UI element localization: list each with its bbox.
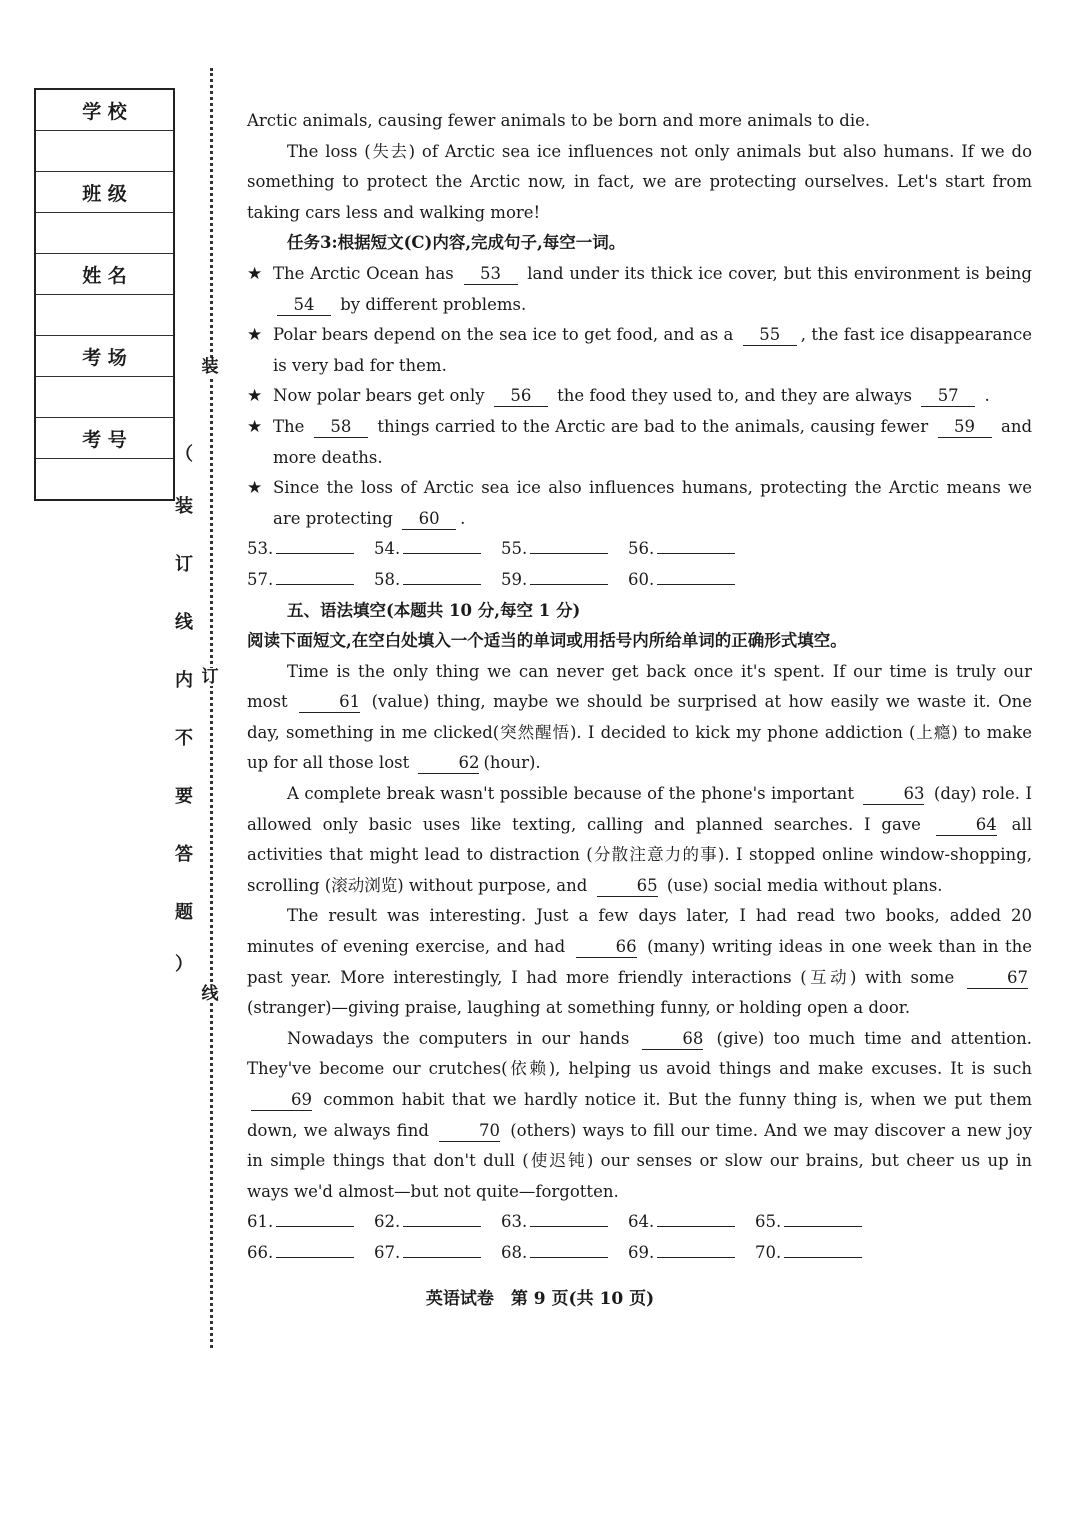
info-label-class: 班 级: [36, 172, 173, 213]
blank-63[interactable]: 63: [863, 784, 924, 805]
sentence-text: , the fast ice disappearance is very bad for them.: [273, 325, 1032, 375]
info-label-number: 考 号: [36, 418, 173, 459]
answer-row-53-56: [247, 534, 1032, 565]
answer-number: 63.: [501, 1212, 528, 1232]
sentence-text: Since the loss of Arctic sea ice also influences humans, protecting the Arctic means we are protecting: [273, 478, 1032, 528]
answer-cell: [374, 565, 501, 596]
answer-line[interactable]: [403, 535, 481, 554]
side-note-char: 订: [175, 554, 193, 575]
answer-cell: [247, 565, 374, 596]
answer-number: 58.: [374, 569, 401, 589]
binding-label-ding: 订: [201, 667, 219, 687]
blank-66[interactable]: 66: [576, 937, 637, 958]
answer-line[interactable]: [530, 1208, 608, 1227]
answer-cell: [628, 1207, 755, 1238]
paragraph-text: (many) writing ideas in one week than in the past year. More interestingly, I had more friendly interactions (互动) with some: [247, 937, 1033, 987]
sentence-text: land under its thick ice cover, but this environment is being: [527, 263, 1032, 283]
answer-number: 64.: [628, 1212, 655, 1232]
answer-cell: [247, 534, 374, 565]
answer-line[interactable]: [657, 1208, 735, 1227]
answer-number: 68.: [501, 1242, 528, 1262]
sentence-text: .: [984, 386, 990, 406]
paragraph-text: (use) social media without plans.: [666, 875, 943, 895]
answer-line[interactable]: [784, 1239, 862, 1258]
info-field-school[interactable]: [36, 131, 173, 172]
answer-number: 60.: [628, 569, 655, 589]
answer-line[interactable]: [403, 1208, 481, 1227]
answer-cell: [501, 1238, 628, 1269]
info-label-room: 考 场: [36, 336, 173, 377]
blank-64[interactable]: 64: [936, 815, 997, 836]
section5-heading: 五、语法填空(本题共 10 分,每空 1 分): [287, 600, 581, 620]
task3-item-4: [247, 412, 1032, 473]
side-note-char: 题: [175, 902, 193, 923]
sentence-text: things carried to the Arctic are bad to the animals, causing fewer: [377, 416, 929, 436]
side-note-char: 答: [175, 844, 193, 865]
blank-69[interactable]: 69: [251, 1090, 312, 1111]
answer-line[interactable]: [403, 566, 481, 585]
answer-cell: [501, 565, 628, 596]
task3-item-2: [247, 320, 1032, 381]
answer-cell: [628, 534, 755, 565]
answer-number: 67.: [374, 1242, 401, 1262]
answer-number: 61.: [247, 1212, 274, 1232]
blank-58[interactable]: 58: [314, 417, 368, 438]
answer-line[interactable]: [276, 566, 354, 585]
paragraph-text: (day) role. I allowed only basic uses like texting, calling and planned searches. I gave: [247, 784, 1032, 834]
side-note-char: 要: [175, 786, 193, 807]
grammar-paragraph-2: [247, 779, 1032, 901]
blank-65[interactable]: 65: [597, 876, 658, 897]
answer-line[interactable]: [530, 1239, 608, 1258]
blank-57[interactable]: 57: [921, 386, 975, 407]
answer-cell: [374, 1238, 501, 1269]
info-field-number[interactable]: [36, 459, 173, 499]
answer-cell: [628, 1238, 755, 1269]
info-field-class[interactable]: [36, 213, 173, 254]
answer-line[interactable]: [276, 1208, 354, 1227]
answer-line[interactable]: [784, 1208, 862, 1227]
answer-line[interactable]: [276, 535, 354, 554]
answer-cell: [374, 534, 501, 565]
answer-number: 65.: [755, 1212, 782, 1232]
blank-54[interactable]: 54: [277, 295, 331, 316]
blank-53[interactable]: 53: [464, 264, 518, 285]
sentence-text: The: [273, 416, 305, 436]
side-note-char: ）: [175, 954, 193, 975]
passage-c-line: Arctic animals, causing fewer animals to be born and more animals to die.: [247, 111, 871, 130]
passage-c-paragraph: The loss (失去) of Arctic sea ice influences not only animals but also humans. If we do something to protect the Arctic now, in fact, we are protecting ourselves. Let's start from taking cars less and walking more!: [247, 141, 1032, 222]
info-field-name[interactable]: [36, 295, 173, 336]
answer-row-57-60: [247, 565, 1032, 596]
answer-number: 55.: [501, 539, 528, 559]
answer-row-66-70: [247, 1238, 1032, 1269]
blank-59[interactable]: 59: [938, 417, 992, 438]
answer-cell: [501, 1207, 628, 1238]
blank-56[interactable]: 56: [494, 386, 548, 407]
paragraph-text: Nowadays the computers in our hands: [287, 1028, 630, 1048]
sentence-text: Now polar bears get only: [273, 386, 485, 406]
side-note-char: 不: [175, 728, 193, 749]
task3-item-5: [247, 473, 1032, 534]
page-footer: 英语试卷 第 9 页(共 10 页): [425, 1289, 655, 1309]
star-icon: ★: [247, 416, 263, 437]
paragraph-text: (value) thing, maybe we should be surprised at how easily we waste it. One day, something in me clicked(突然醒悟). I decided to kick my phone addiction (上瘾) to make up for all those lost: [247, 692, 1033, 773]
info-field-room[interactable]: [36, 377, 173, 418]
sentence-text: and more deaths.: [273, 416, 1033, 467]
answer-line[interactable]: [403, 1239, 481, 1258]
answer-line[interactable]: [530, 535, 608, 554]
answer-number: 59.: [501, 569, 528, 589]
blank-62[interactable]: 62: [418, 753, 479, 774]
side-note-char: 内: [175, 670, 193, 691]
answer-number: 56.: [628, 539, 655, 559]
paragraph-text: (stranger)—giving praise, laughing at something funny, or holding open a door.: [247, 998, 911, 1018]
grammar-paragraph-4: [247, 1024, 1032, 1208]
blank-70[interactable]: 70: [439, 1121, 500, 1142]
answer-cell: [247, 1207, 374, 1238]
sentence-text: The Arctic Ocean has: [273, 263, 454, 283]
task3-heading: 任务3:根据短文(C)内容,完成句子,每空一词。: [287, 233, 626, 253]
sentence-text: Polar bears depend on the sea ice to get food, and as a: [273, 325, 734, 345]
answer-number: 69.: [628, 1242, 655, 1262]
paragraph-text: Time is the only thing we can never get back once it's spent. If our time is truly our most: [247, 661, 1032, 712]
blank-68[interactable]: 68: [642, 1029, 703, 1050]
answer-line[interactable]: [657, 566, 735, 585]
star-icon: ★: [247, 386, 263, 407]
info-label-name: 姓 名: [36, 254, 173, 295]
answer-cell: [374, 1207, 501, 1238]
binding-label-zhuang: 装: [201, 357, 219, 377]
answer-number: 62.: [374, 1212, 401, 1232]
exam-content: [247, 106, 1032, 1269]
answer-line[interactable]: [276, 1239, 354, 1258]
paragraph-text: (others) ways to fill our time. And we may discover a new joy in simple things that don't dull (使迟钝) our senses or slow our brains, but cheer us up in ways we'd almost—but not quite—forgotten.: [247, 1120, 1033, 1201]
paragraph-text: (give) too much time and attention. They've become our crutches(依赖), helping us avoid things and make excuses. It is such: [247, 1028, 1033, 1079]
answer-line[interactable]: [530, 566, 608, 585]
answer-number: 66.: [247, 1242, 274, 1262]
answer-row-61-65: [247, 1207, 1032, 1238]
blank-55[interactable]: 55: [743, 325, 797, 346]
answer-line[interactable]: [657, 535, 735, 554]
answer-cell: [755, 1238, 882, 1269]
blank-61[interactable]: 61: [299, 692, 360, 713]
sentence-text: by different problems.: [340, 294, 527, 314]
answer-cell: [755, 1207, 882, 1238]
sentence-text: the food they used to, and they are always: [557, 386, 912, 406]
student-info-table: [34, 88, 175, 501]
blank-67[interactable]: 67: [967, 968, 1028, 989]
paragraph-text: common habit that we hardly notice it. But the funny thing is, when we put them down, we always find: [247, 1090, 1032, 1140]
blank-60[interactable]: 60: [402, 509, 456, 530]
grammar-paragraph-1: [247, 657, 1032, 779]
answer-cell: [247, 1238, 374, 1269]
side-note-char: 线: [175, 612, 193, 633]
answer-number: 70.: [755, 1242, 782, 1262]
sentence-text: .: [460, 508, 466, 528]
binding-label-xian: 线: [201, 984, 219, 1004]
task3-item-3: [247, 381, 1032, 412]
side-note-char: 装: [175, 496, 193, 517]
binding-dotted-line: [210, 68, 213, 1348]
answer-number: 53.: [247, 539, 274, 559]
answer-number: 54.: [374, 539, 401, 559]
task3-item-1: [247, 259, 1032, 320]
answer-cell: [628, 565, 755, 596]
answer-cell: [501, 534, 628, 565]
star-icon: ★: [247, 263, 263, 284]
star-icon: ★: [247, 325, 263, 346]
paragraph-text: The result was interesting. Just a few days later, I had read two books, added 20 minutes of evening exercise, and had: [247, 906, 1032, 957]
answer-line[interactable]: [657, 1239, 735, 1258]
paragraph-text: A complete break wasn't possible because of the phone's important: [287, 784, 855, 804]
paragraph-text: all activities that might lead to distraction (分散注意力的事). I stopped online window-shopping, scrolling (滚动浏览) without purpose, and: [247, 814, 1032, 895]
side-note-char: （: [175, 444, 193, 465]
star-icon: ★: [247, 478, 263, 499]
grammar-paragraph-3: [247, 901, 1032, 1023]
answer-number: 57.: [247, 569, 274, 589]
info-label-school: 学 校: [36, 90, 173, 131]
paragraph-text: (hour).: [483, 753, 541, 773]
section5-instruction: 阅读下面短文,在空白处填入一个适当的单词或用括号内所给单词的正确形式填空。: [247, 631, 847, 651]
